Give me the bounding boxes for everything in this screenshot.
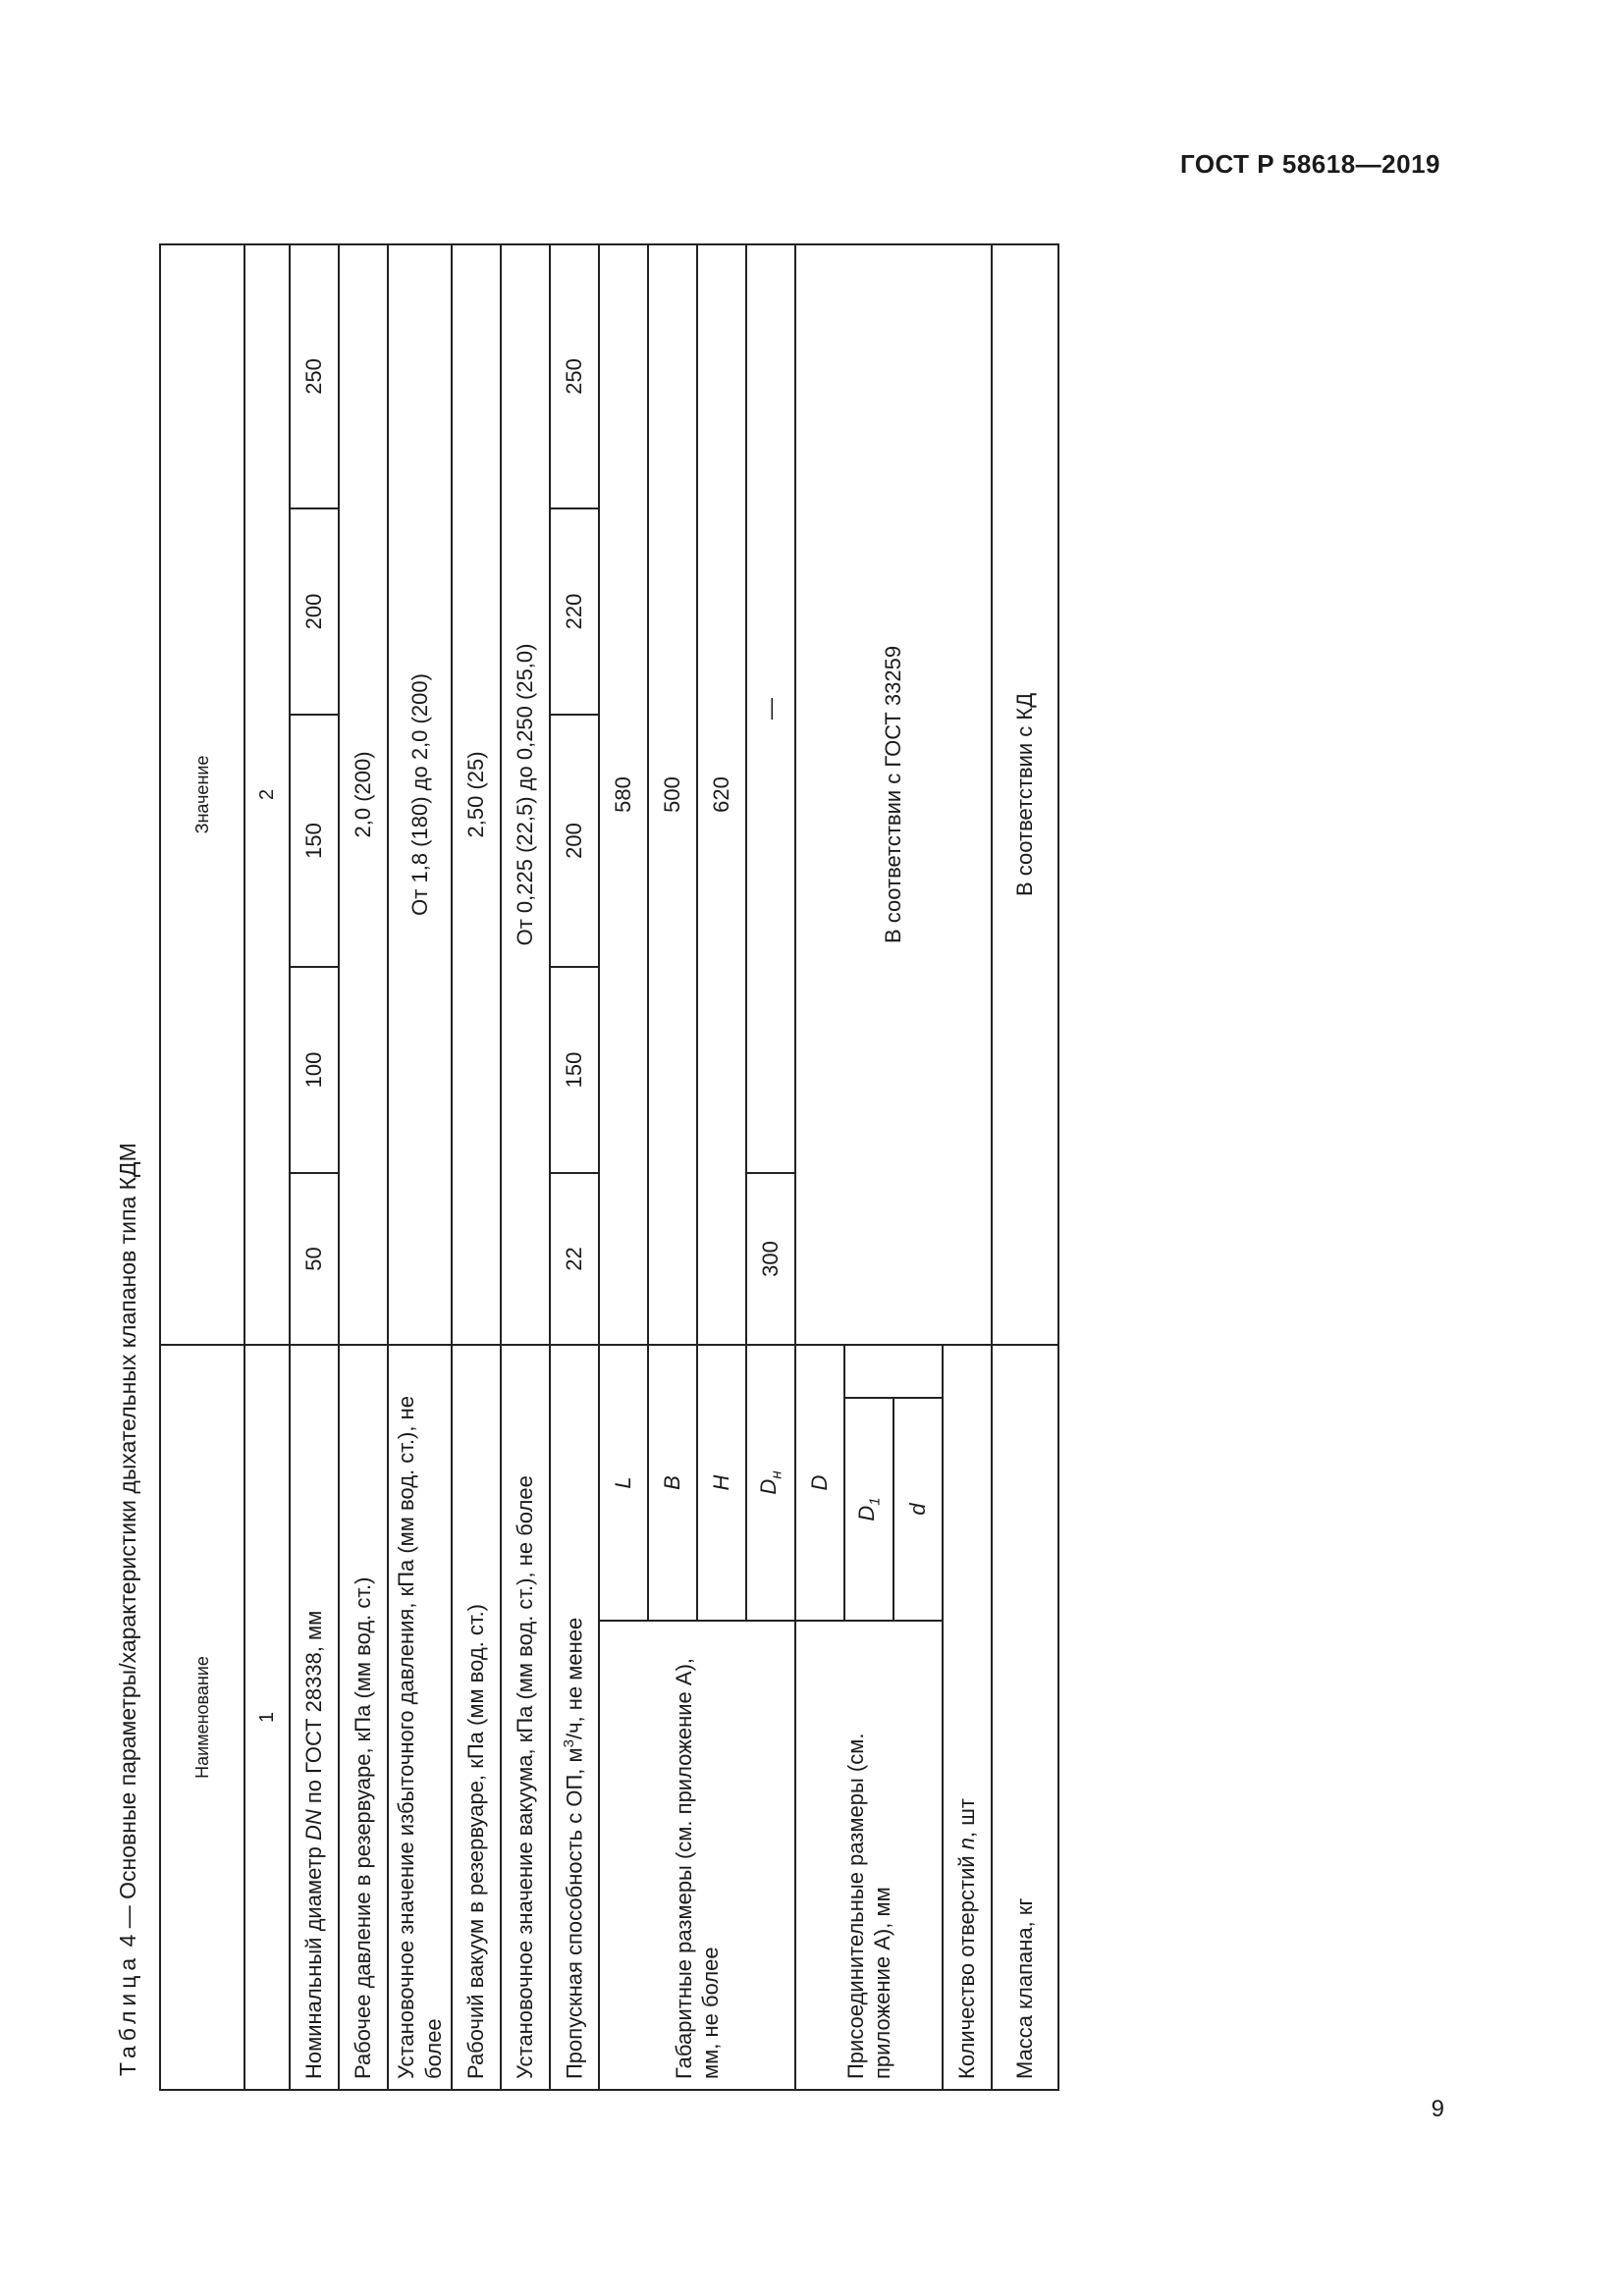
parameters-table xyxy=(159,243,1059,2091)
column-number-row xyxy=(244,244,290,2090)
row-nominal-diameter xyxy=(290,244,339,2090)
value-overall-L: 580 xyxy=(599,244,648,1345)
label-holes: Количество отверстий n, шт xyxy=(943,1345,992,2090)
label-mass: Масса клапана, кг xyxy=(992,1345,1058,2090)
col-value-number: 2 xyxy=(244,244,290,1345)
connection-subcell xyxy=(844,1345,943,1398)
value-connection: В соответствии с ГОСТ 33259 xyxy=(795,244,992,1345)
value-overall-Dn-first: 300 xyxy=(746,1173,795,1345)
throughput-value-3: 200 xyxy=(550,715,599,967)
rotated-table-block xyxy=(93,226,1168,2091)
row-work-pressure xyxy=(339,244,388,2090)
table-caption xyxy=(115,1143,141,2076)
label-set-vacuum: Установочное значение вакуума, кПа (мм вод. ст.), не более xyxy=(501,1345,550,2090)
dn-value-3: 150 xyxy=(290,715,339,967)
caption-number: 4 xyxy=(115,1934,140,1948)
caption-text: — Основные параметры/характеристики дыхательных клапанов типа КДМ xyxy=(115,1143,140,1929)
row-set-vacuum xyxy=(501,244,550,2090)
label-throughput: Пропускная способность с ОП, $м^3/ч$, не менее xyxy=(550,1345,599,2090)
symbol-D: D xyxy=(795,1345,844,1621)
symbol-d: d xyxy=(893,1398,943,1621)
col-value-header: Значение xyxy=(160,244,244,1345)
header-row xyxy=(160,244,244,2090)
row-work-vacuum xyxy=(452,244,501,2090)
value-work-vacuum: 2,50 (25) xyxy=(452,244,501,1345)
dn-value-2: 100 xyxy=(290,967,339,1173)
row-overall-L xyxy=(599,244,648,2090)
symbol-Dn: $D_н$ xyxy=(746,1345,795,1621)
label-overall-dimensions: Габаритные размеры (см. приложение А), мм, не более xyxy=(599,1621,795,2090)
label-connection-dimensions: Присоединительные размеры (см. приложение А), мм xyxy=(795,1621,943,2090)
throughput-value-4: 220 xyxy=(550,508,599,715)
label-nominal-diameter: Номинальный диаметр DN по ГОСТ 28338, мм xyxy=(290,1345,339,2090)
row-connection-D xyxy=(795,244,844,2090)
label-set-overpressure: Установочное значение избыточного давления, кПа (мм вод. ст.), не более xyxy=(388,1345,452,2090)
standard-code: ГОСТ Р 58618—2019 xyxy=(1179,149,1440,179)
symbol-L: L xyxy=(599,1345,648,1621)
value-set-vacuum: От 0,225 (22,5) до 0,250 (25,0) xyxy=(501,244,550,1345)
value-work-pressure: 2,0 (200) xyxy=(339,244,388,1345)
value-overall-B: 500 xyxy=(648,244,697,1345)
value-set-overpressure: От 1,8 (180) до 2,0 (200) xyxy=(388,244,452,1345)
value-mass: В соответствии с КД xyxy=(992,244,1058,1345)
label-work-pressure: Рабочее давление в резервуаре, кПа (мм вод. ст.) xyxy=(339,1345,388,2090)
page-number: 9 xyxy=(1431,2096,1444,2122)
throughput-value-1: 22 xyxy=(550,1173,599,1345)
row-mass xyxy=(992,244,1058,2090)
symbol-D1: $D_1$ xyxy=(844,1398,893,1621)
symbol-B: B xyxy=(648,1345,697,1621)
value-overall-H: 620 xyxy=(697,244,746,1345)
caption-prefix: Таблица xyxy=(115,1952,140,2076)
label-work-vacuum: Рабочий вакуум в резервуаре, кПа (мм вод. ст.) xyxy=(452,1345,501,2090)
dn-value-4: 200 xyxy=(290,508,339,715)
throughput-value-5: 250 xyxy=(550,244,599,508)
row-throughput xyxy=(550,244,599,2090)
row-set-overpressure xyxy=(388,244,452,2090)
dn-value-5: 250 xyxy=(290,244,339,508)
dn-value-1: 50 xyxy=(290,1173,339,1345)
throughput-value-2: 150 xyxy=(550,967,599,1173)
value-overall-Dn-rest: — xyxy=(746,244,795,1173)
symbol-H: H xyxy=(697,1345,746,1621)
col-name-number: 1 xyxy=(244,1345,290,2090)
col-name-header: Наименование xyxy=(160,1345,244,2090)
